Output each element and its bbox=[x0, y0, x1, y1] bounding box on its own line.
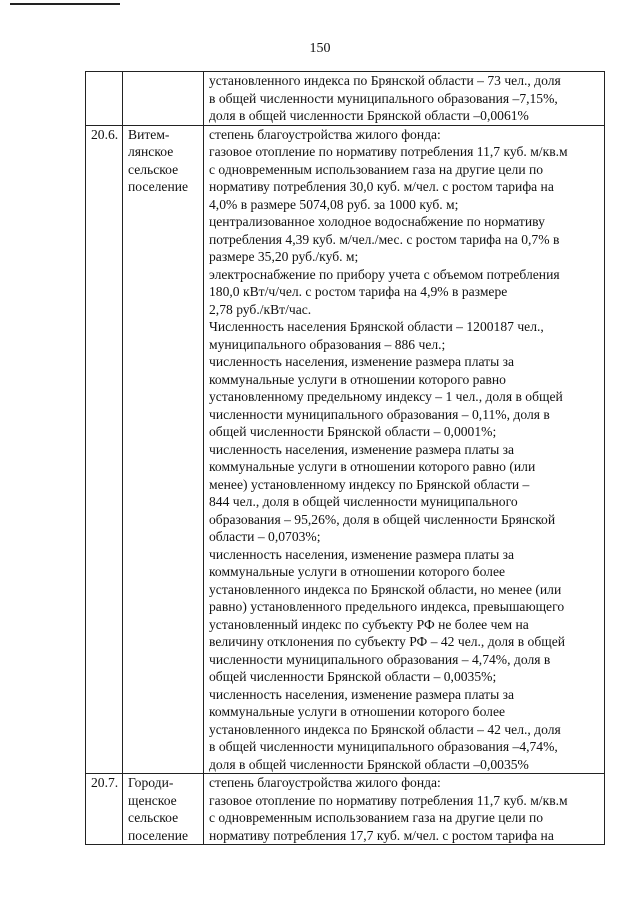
description-line: степень благоустройства жилого фонда: bbox=[209, 775, 441, 790]
description-line: 180,0 кВт/ч/чел. с ростом тарифа на 4,9% в размере bbox=[209, 284, 508, 299]
description-line: установленного индекса по Брянской области, но менее (или bbox=[209, 581, 562, 597]
description-line: газовое отопление по нормативу потребления 11,7 куб. м/кв.м bbox=[209, 792, 568, 808]
description-line: 844 чел., доля в общей численности муниципального bbox=[209, 494, 518, 509]
description-line: общей численности Брянской области – 0,0035%; bbox=[209, 669, 497, 684]
description-line: коммунальные услуги в отношении которого равно bbox=[209, 371, 506, 387]
description-line: общей численности Брянской области – 0,0001%; bbox=[209, 424, 497, 439]
description-line: образования – 95,26%, доля в общей численности Брянской bbox=[209, 511, 556, 527]
tariff-table bbox=[85, 71, 605, 845]
description-line: доля в общей численности Брянской области –0,0061% bbox=[209, 108, 529, 123]
settlement-name bbox=[123, 125, 204, 774]
description-cell bbox=[204, 125, 605, 774]
description-line: численность населения, изменение размера платы за bbox=[209, 686, 515, 702]
description-line: в общей численности муниципального образования –4,74%, bbox=[209, 739, 558, 754]
description-line: размере 35,20 руб./куб. м; bbox=[209, 249, 359, 264]
description-line: численности муниципального образования – 4,74%, доля в bbox=[209, 651, 551, 667]
settlement-name bbox=[123, 72, 204, 126]
description-line: численность населения, изменение размера платы за bbox=[209, 441, 515, 457]
page-number: 150 bbox=[309, 41, 331, 56]
description-line: численность населения, изменение размера платы за bbox=[209, 546, 515, 562]
settlement-name bbox=[123, 774, 204, 845]
description-line: Численность населения Брянской области – 1200187 чел., bbox=[209, 319, 544, 334]
description-line: доля в общей численности Брянской области –0,0035% bbox=[209, 756, 529, 772]
description-line: степень благоустройства жилого фонда: bbox=[209, 126, 441, 142]
description-line: 2,78 руб./кВт/час. bbox=[209, 301, 312, 317]
description-line: потребления 4,39 куб. м/чел./мес. с ростом тарифа на 0,7% в bbox=[209, 231, 560, 247]
settlement-name-line: сельское bbox=[128, 161, 179, 177]
description-cell bbox=[204, 774, 605, 845]
header-rule bbox=[10, 3, 120, 5]
description-cell bbox=[204, 72, 605, 126]
settlement-name-line: Городи- bbox=[128, 775, 174, 790]
description-line: установленному предельному индексу – 1 чел., доля в общей bbox=[209, 389, 563, 404]
table-row bbox=[86, 125, 605, 774]
description-line: установленного индекса по Брянской области – 73 чел., доля bbox=[209, 73, 561, 88]
settlement-name-line: щенское bbox=[128, 792, 177, 808]
row-number: 20.6. bbox=[86, 125, 123, 774]
description-line: численности муниципального образования – 0,11%, доля в bbox=[209, 406, 550, 422]
description-line: менее) установленному индексу по Брянской области – bbox=[209, 476, 530, 492]
settlement-name-line: лянское bbox=[128, 144, 174, 159]
description-line: электроснабжение по прибору учета с объемом потребления bbox=[209, 266, 560, 282]
table-row bbox=[86, 774, 605, 845]
table-row bbox=[86, 72, 605, 126]
description-line: нормативу потребления 17,7 куб. м/чел. с ростом тарифа на bbox=[209, 827, 554, 843]
description-line: коммунальные услуги в отношении которого более bbox=[209, 564, 506, 579]
settlement-name-line: сельское bbox=[128, 810, 179, 825]
description-line: коммунальные услуги в отношении которого равно (или bbox=[209, 459, 536, 474]
description-line: с одновременным использованием газа на другие цели по bbox=[209, 810, 544, 825]
description-line: области – 0,0703%; bbox=[209, 529, 321, 544]
description-line: в общей численности муниципального образования –7,15%, bbox=[209, 90, 558, 106]
description-line: установленный индекс по субъекту РФ не более чем на bbox=[209, 616, 529, 632]
row-number: 20.7. bbox=[86, 774, 123, 845]
settlement-name-line: поселение bbox=[128, 179, 189, 194]
description-line: коммунальные услуги в отношении которого более bbox=[209, 704, 506, 719]
settlement-name-line: Витем- bbox=[128, 126, 170, 142]
description-line: газовое отопление по нормативу потребления 11,7 куб. м/кв.м bbox=[209, 144, 568, 159]
description-line: установленного индекса по Брянской области – 42 чел., доля bbox=[209, 721, 561, 737]
description-line: равно) установленного предельного индекса, превышающего bbox=[209, 599, 565, 614]
row-number bbox=[86, 72, 123, 126]
description-line: с одновременным использованием газа на другие цели по bbox=[209, 161, 544, 177]
description-line: нормативу потребления 30,0 куб. м/чел. с ростом тарифа на bbox=[209, 179, 554, 194]
description-line: численность населения, изменение размера платы за bbox=[209, 354, 515, 369]
description-line: муниципального образования – 886 чел.; bbox=[209, 336, 446, 352]
description-line: централизованное холодное водоснабжение по нормативу bbox=[209, 214, 545, 229]
settlement-name-line: поселение bbox=[128, 827, 189, 843]
description-line: величину отклонения по субъекту РФ – 42 чел., доля в общей bbox=[209, 634, 566, 649]
description-line: 4,0% в размере 5074,08 руб. за 1000 куб. м; bbox=[209, 196, 459, 212]
